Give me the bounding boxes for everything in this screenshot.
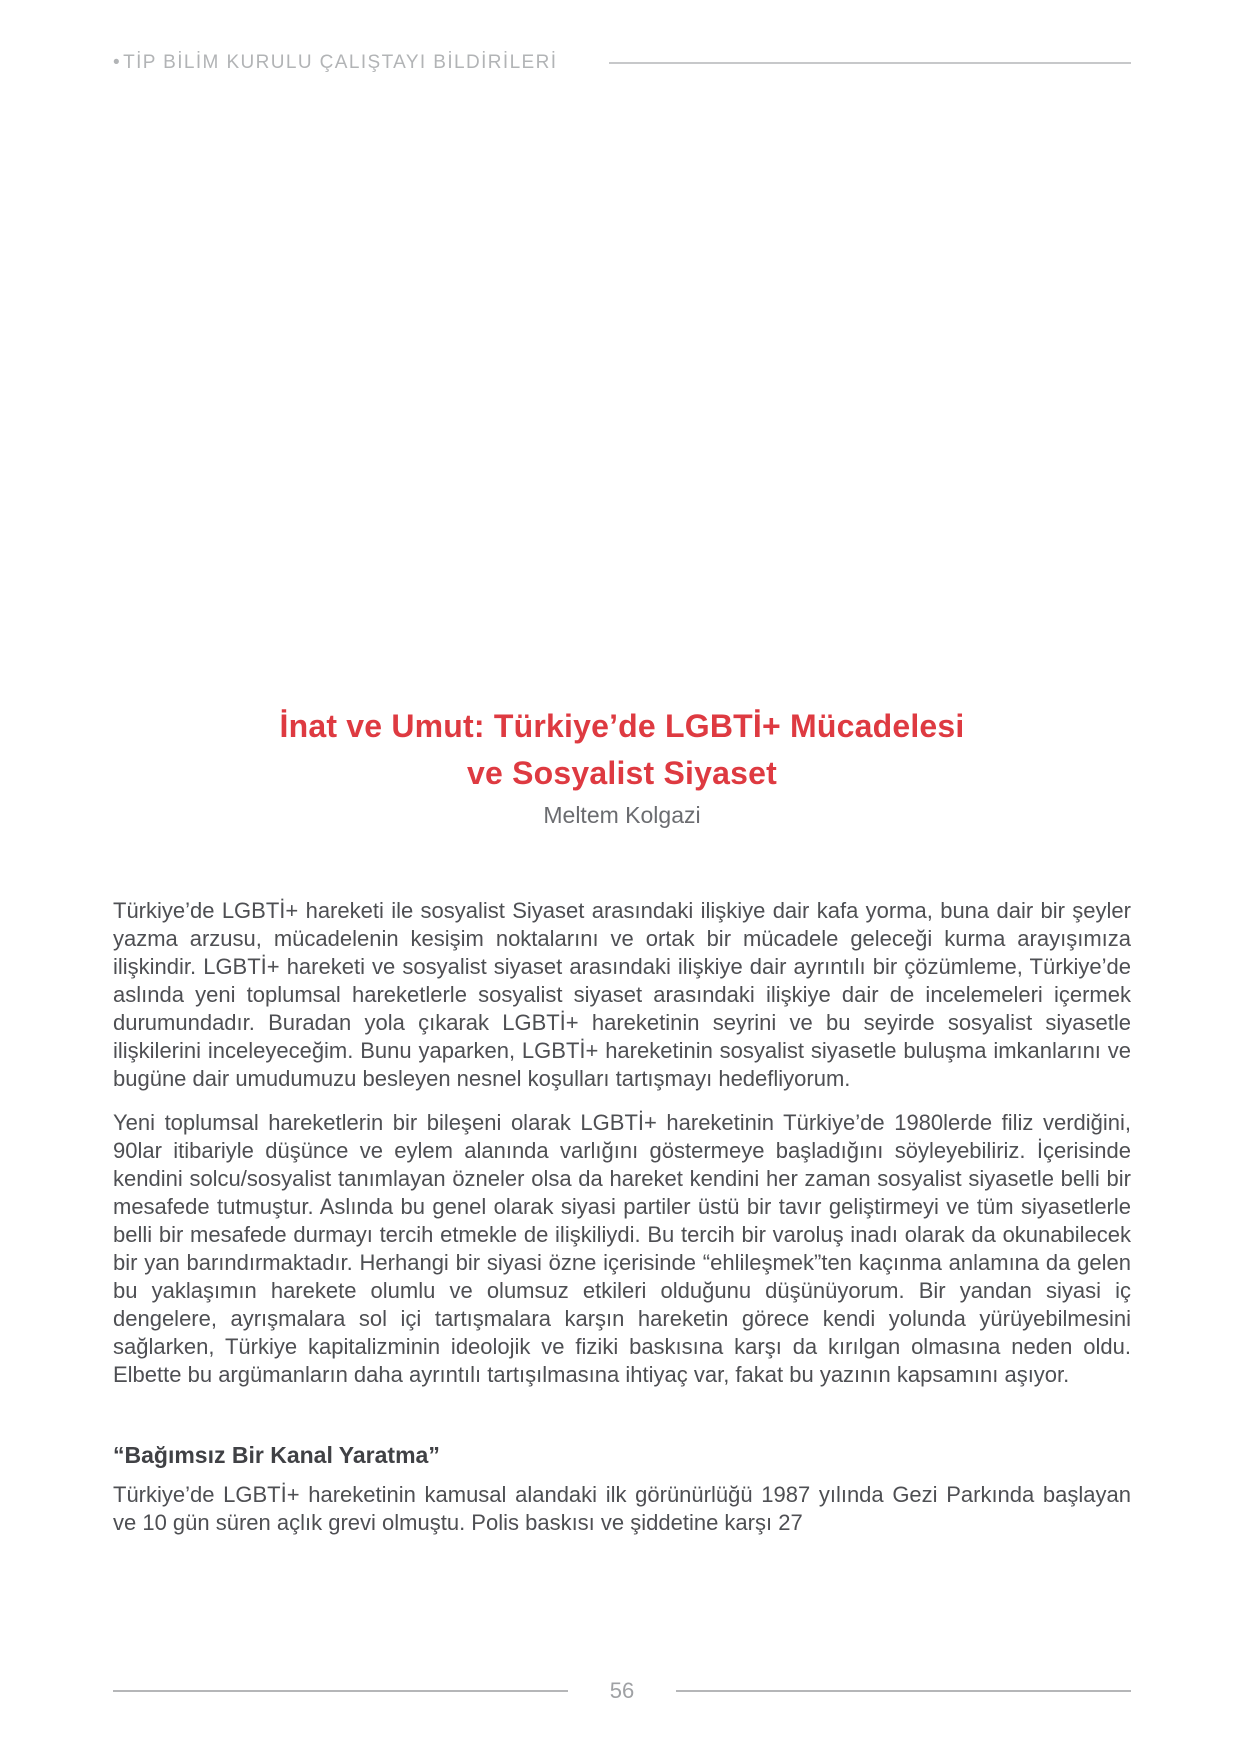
article-title-line-1: İnat ve Umut: Türkiye’de LGBTİ+ Mücadelesi <box>279 708 965 744</box>
footer-rule-left <box>113 1690 568 1692</box>
article-title-line-2: ve Sosyalist Siyaset <box>467 755 777 791</box>
page-footer <box>113 1680 1131 1702</box>
bullet-icon: • <box>113 52 122 73</box>
running-header-text: TİP BİLİM KURULU ÇALIŞTAYI BİLDİRİLERİ <box>123 52 558 73</box>
section-paragraph: Türkiye’de LGBTİ+ hareketinin kamusal alandaki ilk görünürlüğü 1987 yılında Gezi Parkında başlayan ve 10 gün süren açlık grevi olmuştu. Polis baskısı ve şiddetine karşı 27 <box>113 1482 1131 1535</box>
article-body <box>113 897 1131 1389</box>
section-heading: “Bağımsız Bir Kanal Yaratma” <box>113 1442 440 1468</box>
paragraph-1: Türkiye’de LGBTİ+ hareketi ile sosyalist Siyaset arasındaki ilişkiye dair kafa yorma, buna dair bir şeyler yazma arzusu, mücadelenin kesişim noktalarını ve ortak bir mücadele geleceği kurma arayışımıza ilişkindir. LGBTİ+ hareketi ve sosyalist siyaset arasındaki ilişkiye dair ayrıntılı bir çözümleme, Türkiye’de aslında yeni toplumsal hareketlerle sosyalist siyaset arasındaki ilişkiye dair de incelemeleri içermek durumundadır. Buradan yola çıkarak LGBTİ+ hareketinin seyrini ve bu seyirde sosyalist siyasetle ilişkilerini inceleyeceğim. Bunu yaparken, LGBTİ+ hareketinin sosyalist siyasetle buluşma imkanlarını ve bugüne dair umudumuzu besleyen nesnel koşulları tartışmayı hedefliyorum. <box>113 898 1131 1091</box>
running-header-label <box>113 52 557 74</box>
paragraph-2: Yeni toplumsal hareketlerin bir bileşeni olarak LGBTİ+ hareketinin Türkiye’de 1980lerde filiz verdiğini, 90lar itibariyle düşünce ve eylem alanında varlığını göstermeye başladığını söyleyebiliriz. İçerisinde kendini solcu/sosyalist tanımlayan özneler olsa da hareket kendini her zaman sosyalist siyasetle belli bir mesafede tutmuştur. Aslında bu genel olarak siyasi partiler üstü bir tavır geliştirmeyi ve tüm siyasetlerle belli bir mesafede durmayı tercih etmekle de ilişkiliydi. Bu tercih bir varoluş inadı olarak da okunabilecek bir yan barındırmaktadır. Herhangi bir siyasi özne içerisinde “ehlileşmek”ten kaçınma anlamına da gelen bu yaklaşımın harekete olumlu ve olumsuz etkileri olduğunu düşünüyorum. Bir yandan siyasi iç dengelere, ayrışmalara sol içi tartışmalara karşın hareketin görece kendi yolunda yürüyebilmesini sağlarken, Türkiye kapitalizminin ideolojik ve fiziki baskısına karşı da kırılgan olmasına neden oldu. Elbette bu argümanların daha ayrıntılı tartışılmasına ihtiyaç var, fakat bu yazının kapsamını aşıyor. <box>113 1110 1131 1387</box>
article-title <box>113 703 1131 797</box>
header-rule <box>609 62 1131 64</box>
article <box>113 703 1131 1537</box>
footer-rule-right <box>676 1690 1131 1692</box>
page-number: 56 <box>609 1678 635 1703</box>
article-author: Meltem Kolgazi <box>543 802 701 828</box>
running-header <box>113 52 1131 74</box>
